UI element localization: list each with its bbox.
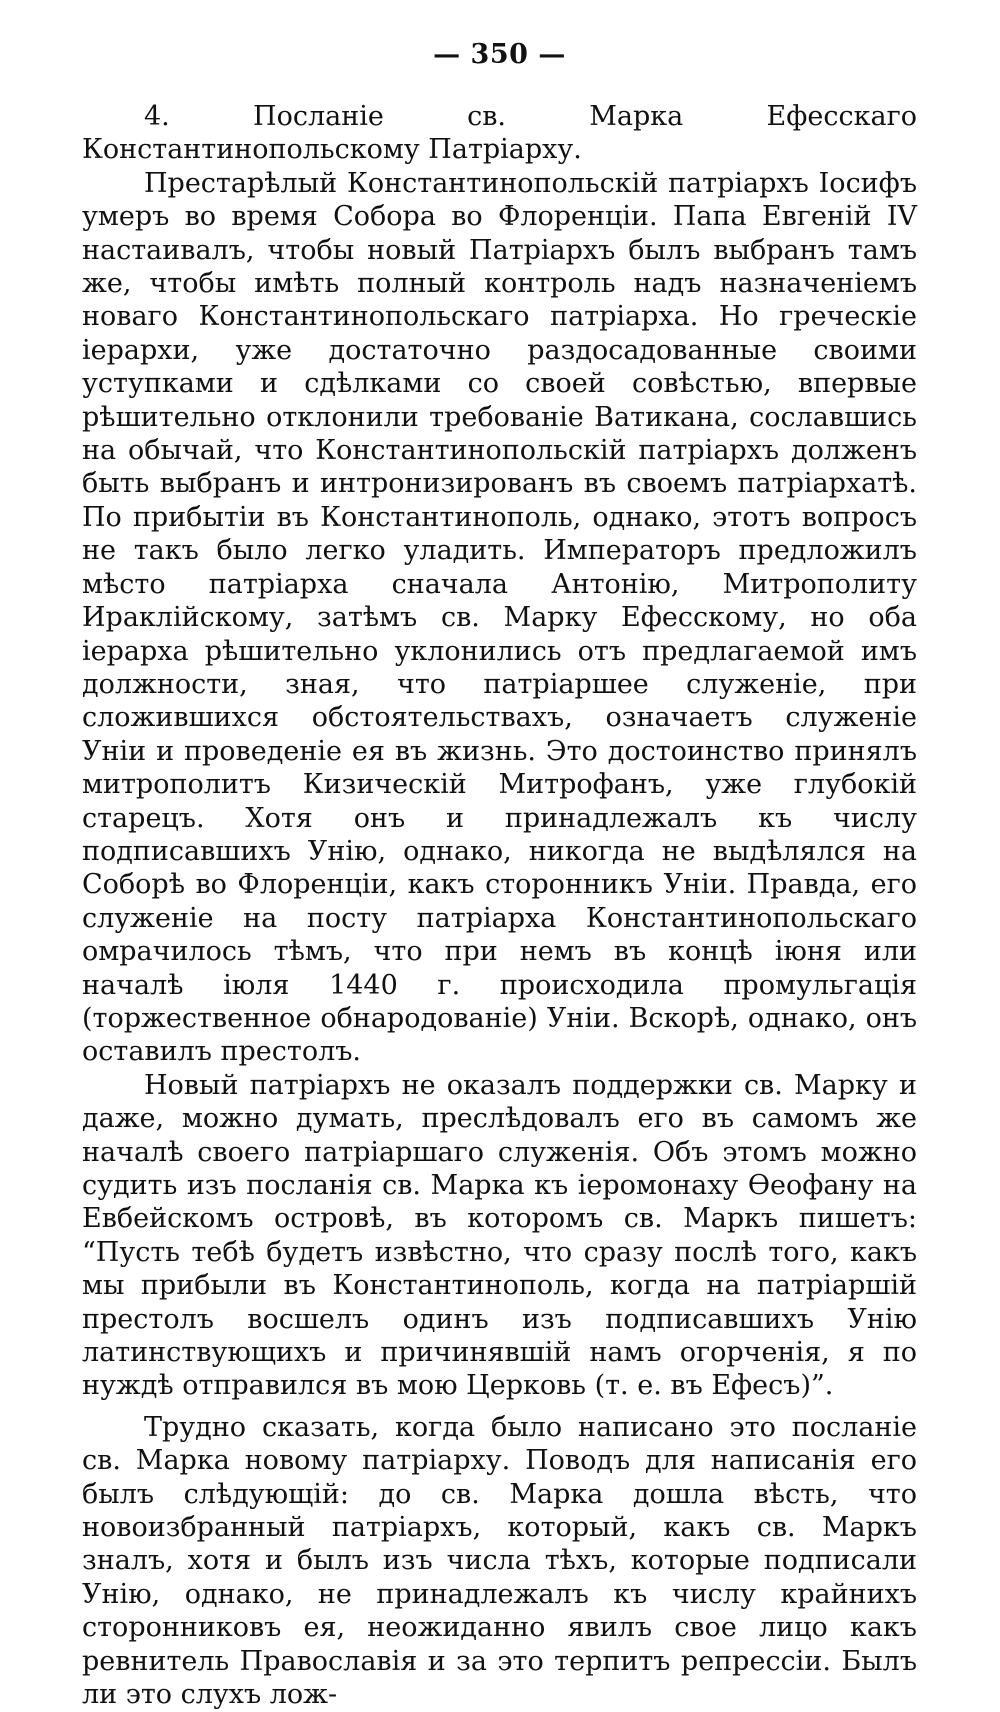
- paragraph: Престарѣлый Константинопольскій патріархъ Іосифъ умеръ во время Собора во Флоренціи. Папа Евгеній IV настаивалъ, чтобы новый Патріархъ былъ выбранъ тамъ же, чтобы имѣть полный контроль надъ назначеніемъ новаго Константинопольскаго патріарха. Но греческіе іерархи, уже достаточно раздосадованные своими уступками и сдѣлками со своей совѣстью, впервые рѣшительно отклонили требованіе Ватикана, сославшись на обычай, что Константинопольскій патріархъ долженъ быть выбранъ и интронизированъ въ своемъ патріархатѣ. По прибытіи въ Константинополь, однако, этотъ вопросъ не такъ было легко уладить. Императоръ предложилъ мѣсто патріарха сначала Антонію, Митрополиту Ираклійскому, затѣмъ св. Марку Ефесскому, но оба іерарха рѣшительно уклонились отъ предлагаемой имъ должности, зная, что патріаршее служеніе, при сложившихся обстоятельствахъ, означаетъ служеніе Уніи и проведеніе ея въ жизнь. Это достоинство принялъ митрополитъ Кизическій Митрофанъ, уже глубокій старецъ. Хотя онъ и принадлежалъ къ числу подписавшихъ Унію, однако, никогда не выдѣлялся на Соборѣ во Флоренціи, какъ сторонникъ Уніи. Правда, его служеніе на посту патріарха Константинопольскаго омрачилось тѣмъ, что при немъ въ концѣ іюня или началѣ іюля 1440 г. происходила промульгація (торжественное обнародованіе) Уніи. Вскорѣ, однако, онъ оставилъ престолъ.: [82, 167, 917, 1068]
- section-heading: 4. Посланіе св. Марка Ефесскаго Константинопольскому Патріарху.: [82, 101, 917, 166]
- document-page: [82, 36, 917, 1711]
- page-number: — 350 —: [433, 39, 566, 70]
- paragraph: Новый патріархъ не оказалъ поддержки св. Марку и даже, можно думать, преслѣдовалъ его въ самомъ же началѣ своего патріаршаго служенія. Объ этомъ можно судить изъ посланія св. Марка къ іеромонаху Ѳеофану на Евбейскомъ островѣ, въ которомъ св. Маркъ пишетъ: “Пусть тебѣ будетъ извѣстно, что сразу послѣ того, какъ мы прибыли въ Константинополь, когда на патріаршій престолъ восшелъ одинъ изъ подписавшихъ Унію латинствующихъ и причинявшій намъ огорченія, я по нуждѣ отправился въ мою Церковь (т. е. въ Ефесъ)”.: [82, 1069, 917, 1402]
- paragraph: Трудно сказать, когда было написано это посланіе св. Марка новому патріарху. Поводъ для написанія его былъ слѣдующій: до св. Марка дошла вѣсть, что новоизбранный патріархъ, который, какъ св. Маркъ зналъ, хотя и былъ изъ числа тѣхъ, которые подписали Унію, однако, не принадлежалъ къ числу крайнихъ сторонниковъ ея, неожиданно явилъ свое лицо какъ ревнитель Православія и за это терпитъ репрессіи. Былъ ли это слухъ лож-: [82, 1411, 917, 1711]
